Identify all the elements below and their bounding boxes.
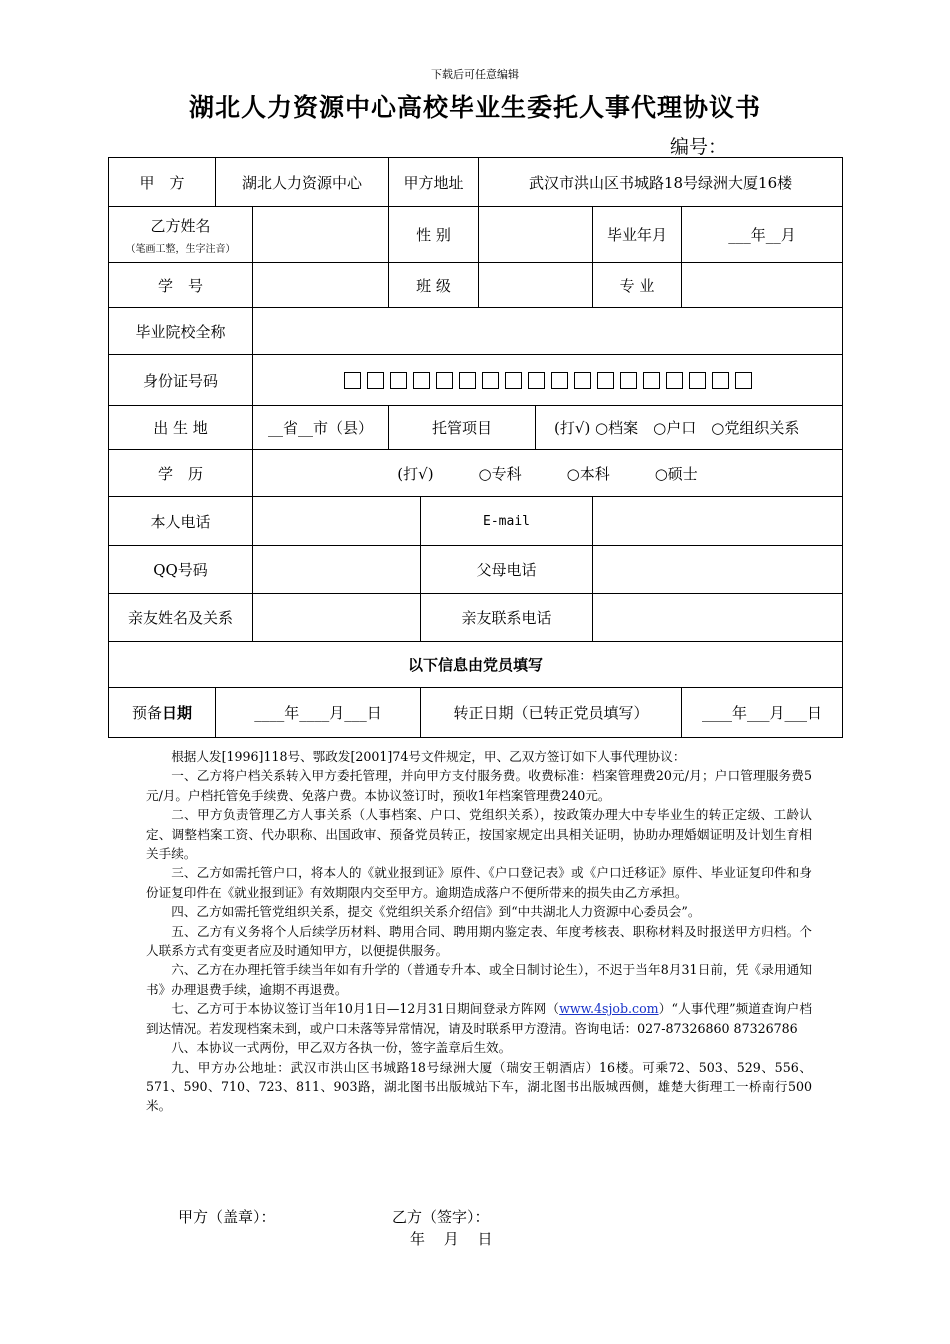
id-digit-box[interactable]	[367, 372, 384, 389]
party-a-address-label: 甲方地址	[389, 158, 479, 207]
term-7-part-b: ）“人事代理”频道查询户档到达情况。若发现档案未到，或户口未落等异常情况，请及时联系甲方澄清。咨询电话：027-87326860 87326786	[146, 1001, 812, 1036]
name-label-cell	[109, 207, 253, 263]
term-5: 五、乙方有义务将个人后续学历材料、聘用合同、聘用期内鉴定表、年度考核表、职称材料及时报送甲方归档。个人联系方式有变更者应及时通知甲方，以便提供服务。	[146, 923, 812, 959]
id-digit-box[interactable]	[597, 372, 614, 389]
school-field[interactable]	[253, 308, 843, 355]
id-number-field[interactable]	[253, 355, 843, 406]
class-field[interactable]	[479, 263, 593, 308]
major-field[interactable]	[682, 263, 843, 308]
name-field[interactable]	[253, 207, 389, 263]
agreement-form-table	[108, 157, 843, 738]
signature-date: 年 月 日	[410, 1230, 493, 1248]
full-member-date-field[interactable]: ____年___月___日	[682, 688, 843, 738]
gender-field[interactable]	[479, 207, 593, 263]
relative-label: 亲友姓名及关系	[109, 594, 253, 642]
id-digit-box[interactable]	[643, 372, 660, 389]
id-digit-box[interactable]	[390, 372, 407, 389]
custody-options[interactable]: (打√) ○档案 ○户口 ○党组织关系	[536, 406, 843, 450]
grad-date-label: 毕业年月	[593, 207, 682, 263]
id-digit-box[interactable]	[482, 372, 499, 389]
gender-label: 性 别	[389, 207, 479, 263]
id-digit-box[interactable]	[689, 372, 706, 389]
major-label: 专 业	[593, 263, 682, 308]
education-options[interactable]: (打√) ○专科 ○本科 ○硕士	[253, 450, 843, 497]
serial-number-label: 编号：	[670, 136, 728, 158]
prep-date-label	[109, 688, 216, 738]
id-digit-box[interactable]	[344, 372, 361, 389]
name-note: （笔画工整，生字注音）	[125, 243, 236, 255]
term-4: 四、乙方如需托管党组织关系，提交《党组织关系介绍信》到“中共湖北人力资源中心委员会”。	[171, 904, 701, 920]
id-digit-box[interactable]	[413, 372, 430, 389]
term-3: 三、乙方如需托管户口，将本人的《就业报到证》原件、《户口登记表》或《户口迁移证》原件、毕业证复印件和身份证复印件在《就业报到证》有效期限内交至甲方。逾期造成落户不便所带来的损失由乙方承担。	[146, 865, 812, 900]
relative-field[interactable]	[253, 594, 421, 642]
student-id-field[interactable]	[253, 263, 389, 308]
prep-date-label-bold: 日期	[162, 704, 193, 722]
full-member-date-label: 转正日期（已转正党员填写）	[421, 688, 682, 738]
prep-date-field[interactable]: ____年____月___日	[216, 688, 421, 738]
id-digit-box[interactable]	[620, 372, 637, 389]
student-id-label: 学 号	[109, 263, 253, 308]
grad-date-field[interactable]: ___年__月	[682, 207, 843, 263]
school-label: 毕业院校全称	[109, 308, 253, 355]
id-digit-box[interactable]	[712, 372, 729, 389]
id-digit-box[interactable]	[505, 372, 522, 389]
term-2: 二、甲方负责管理乙方人事关系（人事档案、户口、党组织关系），按政策办理大中专毕业生的转正定级、工龄认定、调整档案工资、代办职称、出国政审、预备党员转正，按国家规定出具相关证明，协助办理婚姻证明及计划生育相关手续。	[146, 807, 812, 862]
email-field[interactable]	[593, 497, 843, 546]
party-a-value: 湖北人力资源中心	[216, 158, 389, 207]
id-digit-box[interactable]	[436, 372, 453, 389]
term-6: 六、乙方在办理托管手续当年如有升学的（普通专升本、或全日制讨论生），不迟于当年8月31日前，凭《录用通知书》办理退费手续，逾期不再退费。	[146, 962, 812, 997]
class-label: 班 级	[389, 263, 479, 308]
document-title: 湖北人力资源中心高校毕业生委托人事代理协议书	[188, 93, 761, 122]
name-label: 乙方姓名	[150, 216, 211, 235]
term-9: 九、甲方办公地址：武汉市洪山区书城路18号绿洲大厦（瑞安王朝酒店）16楼。可乘72、503、529、556、571、590、710、723、811、903路，湖北图书出版城站下车，湖北图书出版城西侧，雄楚大街理工一桥南行500米。	[146, 1059, 812, 1114]
party-member-section-header: 以下信息由党员填写	[109, 642, 843, 688]
id-digit-box[interactable]	[735, 372, 752, 389]
party-a-seal-label: 甲方（盖章）：	[178, 1208, 276, 1226]
birthplace-label: 出 生 地	[109, 406, 253, 450]
birthplace-field[interactable]: __省__市（县）	[253, 406, 389, 450]
relative-phone-field[interactable]	[593, 594, 843, 642]
id-digit-box[interactable]	[574, 372, 591, 389]
relative-phone-label: 亲友联系电话	[421, 594, 593, 642]
parent-phone-label: 父母电话	[421, 546, 593, 594]
party-a-address-value: 武汉市洪山区书城路18号绿洲大厦16楼	[479, 158, 843, 207]
id-digit-boxes	[255, 372, 840, 389]
qq-label: QQ号码	[109, 546, 253, 594]
phone-field[interactable]	[253, 497, 421, 546]
top-note: 下载后可任意编辑	[431, 68, 519, 81]
term-7	[146, 999, 812, 1038]
terms-intro: 根据人发[1996]118号、鄂政发[2001]74号文件规定，甲、乙双方签订如下人事代理协议：	[171, 749, 686, 764]
website-link[interactable]: www.4sjob.com	[559, 1001, 659, 1017]
term-8: 八、本协议一式两份，甲乙双方各执一份，签字盖章后生效。	[171, 1040, 512, 1056]
education-label: 学 历	[109, 450, 253, 497]
id-digit-box[interactable]	[551, 372, 568, 389]
id-digit-box[interactable]	[528, 372, 545, 389]
qq-field[interactable]	[253, 546, 421, 594]
parent-phone-field[interactable]	[593, 546, 843, 594]
email-label: E-mail	[421, 497, 593, 546]
custody-label: 托管项目	[389, 406, 536, 450]
id-digit-box[interactable]	[666, 372, 683, 389]
prep-date-label-prefix: 预备	[131, 704, 162, 722]
term-7-part-a: 七、乙方可于本协议签订当年10月1日—12月31日期间登录方阵网（	[171, 1001, 560, 1017]
party-a-label: 甲 方	[109, 158, 216, 207]
party-b-signature-label: 乙方（签字）：	[392, 1208, 490, 1226]
phone-label: 本人电话	[109, 497, 253, 546]
term-1: 一、乙方将户档关系转入甲方委托管理，并向甲方支付服务费。收费标准：档案管理费20元/月；户口管理服务费5元/月。户档托管免手续费、免落户费。本协议签订时，预收1年档案管理费240元。	[146, 768, 812, 803]
id-digit-box[interactable]	[459, 372, 476, 389]
id-number-label: 身份证号码	[109, 355, 253, 406]
agreement-terms	[146, 747, 812, 1116]
